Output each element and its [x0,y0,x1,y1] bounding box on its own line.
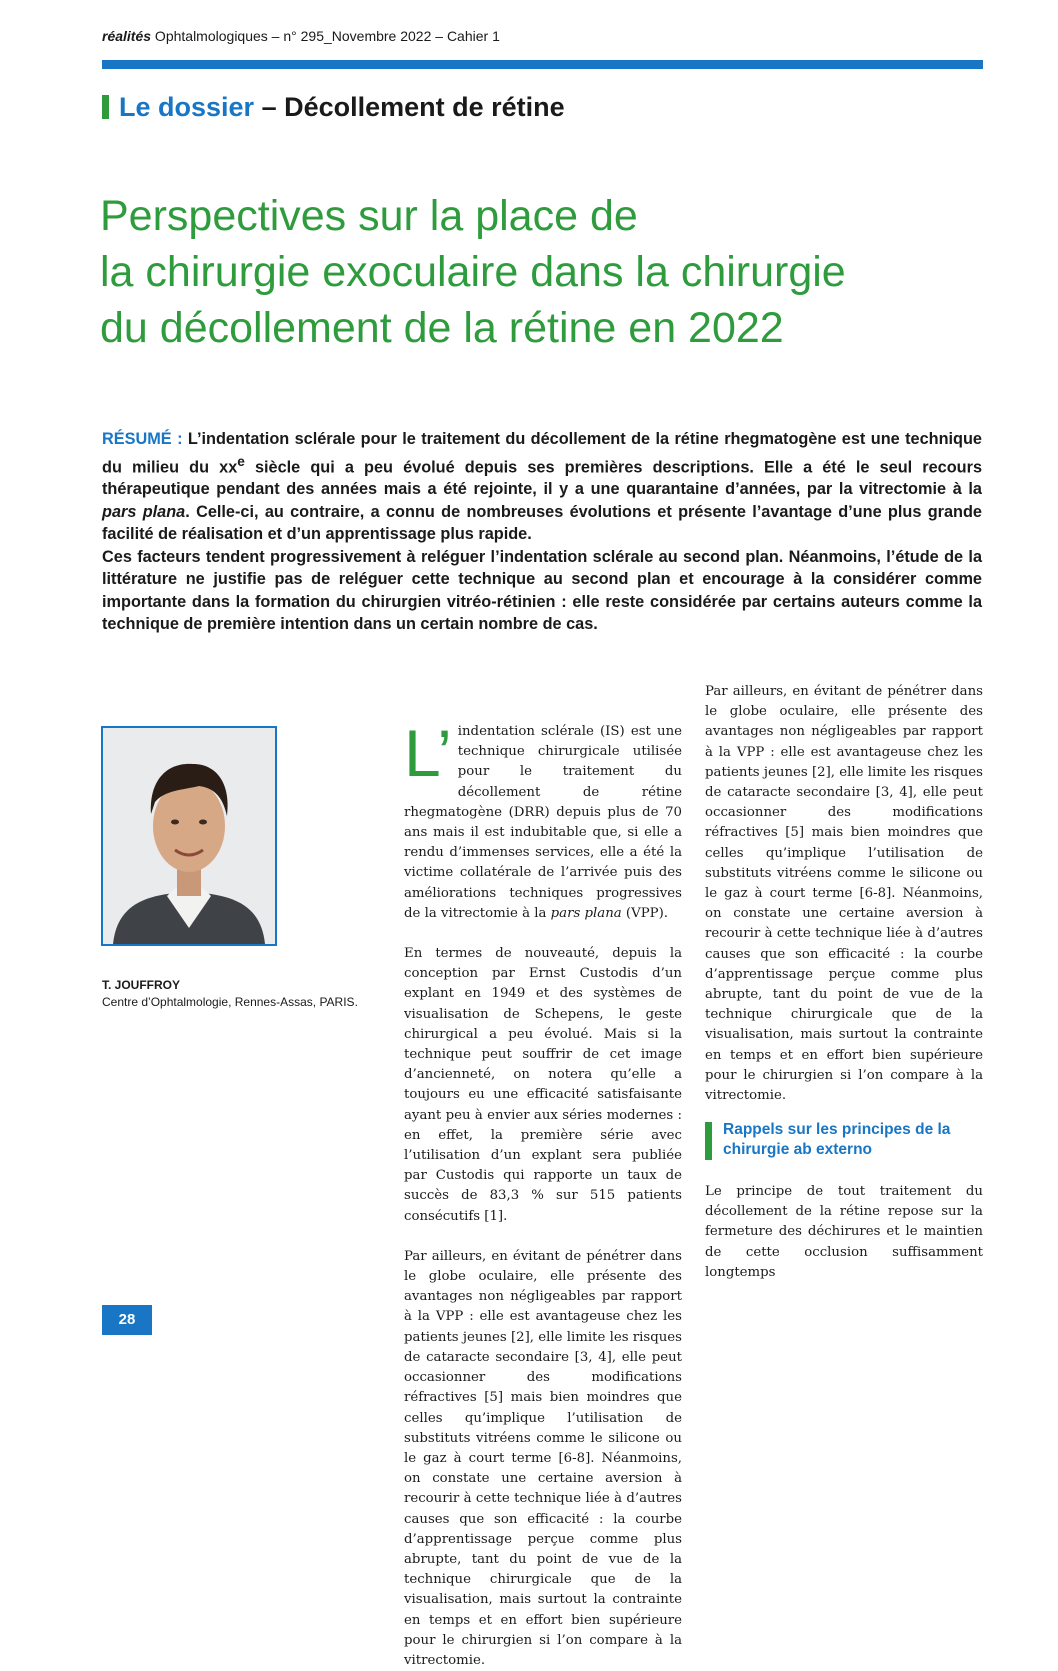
author-portrait-image [103,728,275,944]
abstract [102,428,982,636]
body-italic: pars plana [550,905,622,921]
body-text: (VPP). [621,905,669,921]
author-photo [101,726,277,946]
section-heading [102,92,565,123]
body-paragraph: Le principe de tout traitement du décollement de la rétine repose sur la fermeture des déchirures et le maintien de cette occlusion suffisamment longtemps [705,1184,983,1280]
abstract-text: L’indentation sclérale pour le traitement du décollement de la rétine rhegmatogène est une technique du milieu du xx [102,430,982,476]
section-topic: – Décollement de rétine [254,92,565,122]
author-block [102,977,358,1011]
article-title [100,188,1000,356]
journal-brand: réalités [102,28,152,44]
abstract-text: . Celle-ci, au contraire, a connu de nombreuses évolutions et présente l’avantage d’une plus grande facilité de réalisation et d’un apprentissage plus rapide. [102,502,982,544]
title-line: la chirurgie exoculaire dans la chirurgie [100,248,846,296]
body-column-2 [705,684,983,1303]
body-text: indentation sclérale (IS) est une technique chirurgicale utilisée pour le traitement du décollement de rétine rhegmatogène (DRR) depuis plus de 70 ans mais il est indubitable que, si elle a rendu d’immenses services, elle a été la victime collatérale de l’arrivée puis des améliorations techniques progressives de la vitrectomie à la [404,724,682,921]
title-line: du décollement de la rétine en 2022 [100,304,784,352]
section-marker [102,95,109,119]
body-paragraph [404,716,682,924]
page-number: 28 [102,1305,152,1335]
abstract-text: siècle qui a peu évolué depuis ses premières descriptions. Elle a été le seul recours thérapeutique pendant des années mais a été rejointe, il y a une quarantaine d’années, par la vitrectomie à la [102,457,982,499]
abstract-superscript: e [237,453,245,469]
issue-info: Ophtalmologiques – n° 295_Novembre 2022 – Cahier 1 [151,28,500,44]
title-line: Perspectives sur la place de [100,192,638,240]
subheading [705,1120,983,1160]
abstract-paragraph: Ces facteurs tendent progressivement à reléguer l’indentation sclérale au second plan. Néanmoins, l’étude de la littérature ne justifie pas de reléguer cette technique au second plan et encourage à la considérer comme importante dans la formation du chirurgien vitréo-rétinien : elle reste considérée par certains auteurs comme la technique de première intention dans un certain nombre de cas. [102,547,982,634]
author-name: T. JOUFFROY [102,978,181,992]
body-paragraph-continued [705,684,983,1106]
abstract-italic: pars plana [102,502,186,521]
drop-cap: L’ [404,716,452,790]
abstract-paragraph [102,428,982,546]
section-label: Le dossier [119,92,255,122]
running-header [102,28,500,44]
header-rule [102,60,983,69]
body-paragraph: En termes de nouveauté, depuis la conception par Ernst Custodis d’un explant en 1949 et des systèmes de visualisation de Schepens, le geste chirurgical a peu évolué. Mais si la technique peut souffrir de cet image d’ancienneté, on notera qu’elle a toujours eu une efficacité satisfaisante ayant peu à envier aux séries modernes : en effet, la première série avec l’utilisation d’un explant sera publiée par Custodis qui rapporte un taux de succès de 83,3 % sur 515 patients consécutifs [1]. [404,946,682,1224]
body-column-1 [404,716,682,1668]
subheading-marker [705,1122,712,1160]
body-paragraph: Par ailleurs, en évitant de pénétrer dans le globe oculaire, elle présente des avantages non négligeables par rapport à la VPP : elle est avantageuse chez les patients jeunes [2], elle limite les risques de cataracte secondaire [3, 4], elle peut occasionner des modifications réfractives [5] mais bien moindres que celles qu’implique l’utilisation de substituts vitréens comme le silicone ou le gaz à court terme [6-8]. Néanmoins, on constate une certaine aversion à recourir à cette technique liée à d’autres causes que son efficacité : la courbe d’apprentissage perçue comme plus abrupte, tant du point de vue de la technique chirurgicale que de la visualisation, mais surtout la contrainte en temps et en effort bien supérieure pour le chirurgien si l’on compare à la vitrectomie. [404,1248,682,1668]
body-text: Par ailleurs, en évitant de pénétrer dans le globe oculaire, elle présente des avantages non négligeables par rapport à la VPP : elle est avantageuse chez les patients jeunes [2], elle limite les risques de cataracte secondaire [3, 4], elle peut occasionner des modifications réfractives [5] mais bien moindres que celles qu’implique l’utilisation de substituts vitréens comme le silicone ou le gaz à court terme [6-8]. Néanmoins, on constate une certaine aversion à recourir à cette technique liée à d’autres causes que son efficacité : la courbe d’apprentissage perçue comme plus abrupte, tant du point de vue de la technique chirurgicale que de la visualisation, mais surtout la contrainte en temps et en effort bien supérieure pour le chirurgien si l’on compare à la vitrectomie. [705,684,983,1104]
abstract-label: RÉSUMÉ : [102,430,183,448]
subheading-text: Rappels sur les principes de la chirurgie ab externo [723,1121,951,1158]
author-affiliation: Centre d’Ophtalmologie, Rennes-Assas, PARIS. [102,995,358,1009]
